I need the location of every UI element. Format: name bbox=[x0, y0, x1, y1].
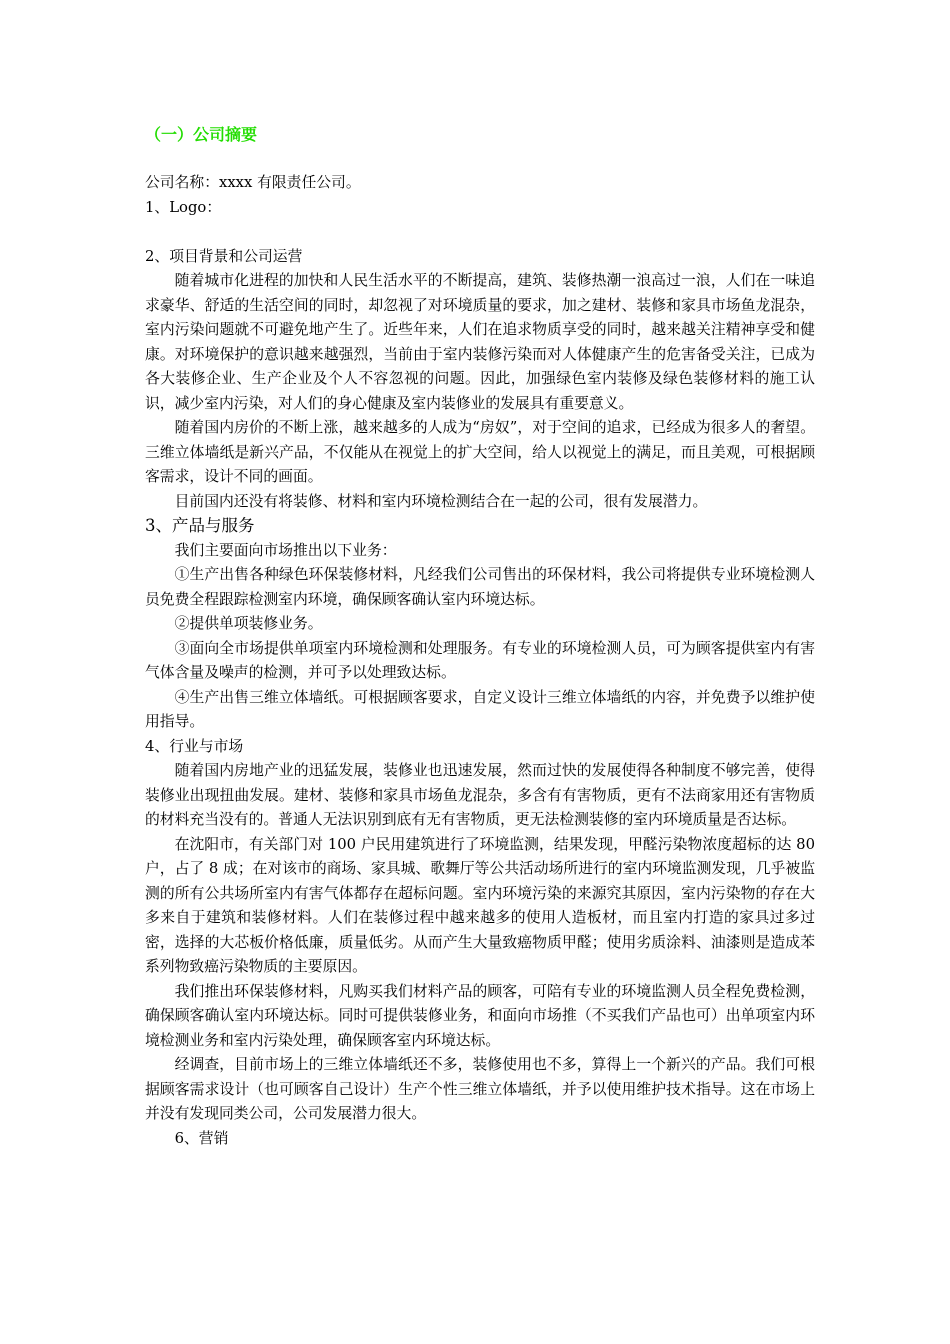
section3-paragraph: 我们主要面向市场推出以下业务： bbox=[174, 541, 397, 559]
section3-item: ②提供单项装修业务。 bbox=[174, 615, 323, 632]
section-title: （一）公司摘要 bbox=[145, 125, 258, 144]
section4-paragraph: 随着国内房地产业的迅猛发展，装修业也迅速发展，然而过快的发展使得各种制度不够完善，使得装修业出现扭曲发展。建材、装修和家具市场鱼龙混杂，多含有有害物质，更有不法商家用还有害物质的材料充当没有的。普通人无法识别到底有无有害物质，更无法检测装修的室内环境质量是否达标。 bbox=[145, 762, 815, 828]
section4-paragraph: 我们推出环保装修材料，凡购买我们材料产品的顾客，可陪有专业的环境监测人员全程免费检测，确保顾客确认室内环境达标。同时可提供装修业务，和面向市场推（不买我们产品也可）出单项室内环境检测业务和室内污染处理，确保顾客室内环境达标。 bbox=[145, 982, 815, 1049]
section2-paragraph: 随着国内房价的不断上涨，越来越多的人成为“房奴”，对于空间的追求，已经成为很多人的奢望。三维立体墙纸是新兴产品，不仅能从在视觉上的扩大空间，给人以视觉上的满足，而且美观，可根据顾客需求，设计不同的画面。 bbox=[145, 419, 815, 485]
section3-item: ③面向全市场提供单项室内环境检测和处理服务。有专业的环境检测人员，可为顾客提供室内有害气体含量及噪声的检测，并可予以处理致达标。 bbox=[145, 639, 815, 681]
section6-heading: 6、营销 bbox=[174, 1129, 229, 1147]
section3-heading: 3、产品与服务 bbox=[145, 516, 255, 535]
logo-label: 1、Logo： bbox=[145, 198, 222, 216]
section2-heading: 2、项目背景和公司运营 bbox=[145, 247, 303, 265]
section3-item: ④生产出售三维立体墙纸。可根据顾客要求，自定义设计三维立体墙纸的内容，并免费予以维护使用指导。 bbox=[145, 688, 815, 730]
section3-item: ①生产出售各种绿色环保装修材料，凡经我们公司售出的环保材料，我公司将提供专业环境检测人员免费全程跟踪检测室内环境，确保顾客确认室内环境达标。 bbox=[145, 566, 815, 608]
document-body bbox=[145, 171, 815, 1151]
section2-paragraph: 目前国内还没有将装修、材料和室内环境检测结合在一起的公司，很有发展潜力。 bbox=[174, 492, 708, 510]
section2-paragraph: 随着城市化进程的加快和人民生活水平的不断提高，建筑、装修热潮一浪高过一浪，人们在一味追求豪华、舒适的生活空间的同时，却忽视了对环境质量的要求，加之建材、装修和家具市场鱼龙混杂，室内污染问题就不可避免地产生了。近些年来，人们在追求物质享受的同时，越来越关注精神享受和健康。对环境保护的意识越来越强烈，当前由于室内装修污染而对人体健康产生的危害备受关注，已成为各大装修企业、生产企业及个人不容忽视的问题。因此，加强绿色室内装修及绿色装修材料的施工认识，减少室内污染，对人们的身心健康及室内装修业的发展具有重要意义。 bbox=[145, 272, 815, 412]
section4-paragraph: 在沈阳市，有关部门对 100 户民用建筑进行了环境监测，结果发现，甲醛污染物浓度超标的达 80 户，占了 8 成；在对该市的商场、家具城、歌舞厅等公共活动场所进行的室内环境监测发现，几乎被监测的所有公共场所室内有害气体都存在超标问题。室内环境污染的来源究其原因，室内污染物的存在大多来自于建筑和装修材料。人们在装修过程中越来越多的使用人造板材，而且室内打造的家具过多过密，选择的大芯板价格低廉，质量低劣。从而产生大量致癌物质甲醛；使用劣质涂料、油漆则是造成苯系列物致癌污染物质的主要原因。 bbox=[145, 835, 815, 975]
blank-line bbox=[145, 220, 815, 245]
company-name: 公司名称：xxxx 有限责任公司。 bbox=[145, 174, 361, 191]
section4-heading: 4、行业与市场 bbox=[145, 737, 244, 755]
section4-paragraph: 经调查，目前市场上的三维立体墙纸还不多，装修使用也不多，算得上一个新兴的产品。我们可根据顾客需求设计（也可顾客自己设计）生产个性三维立体墙纸，并予以使用维护技术指导。这在市场上并没有发现同类公司，公司发展潜力很大。 bbox=[145, 1056, 815, 1122]
